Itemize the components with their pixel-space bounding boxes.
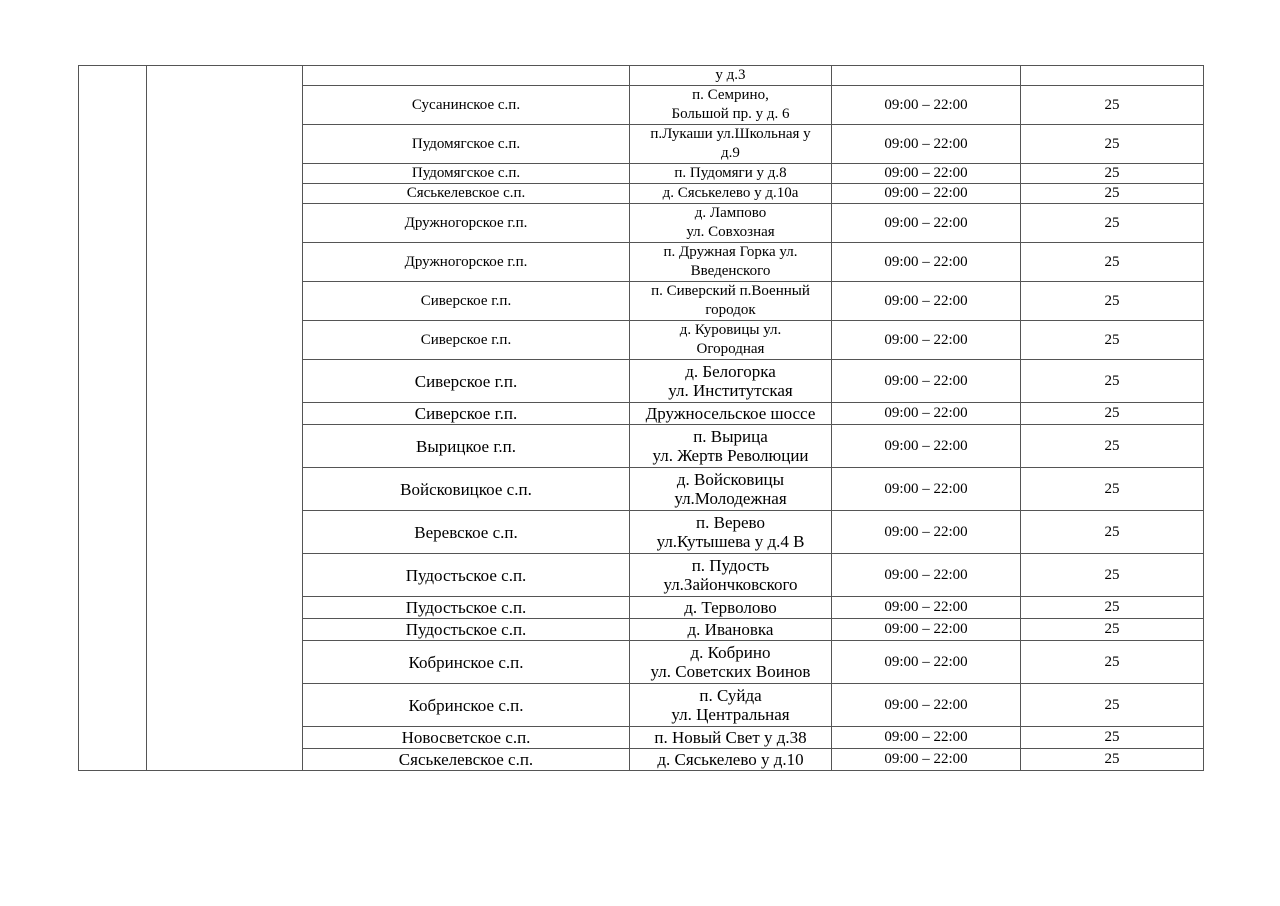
hours-cell: 09:00 – 22:00	[832, 641, 1021, 684]
count-cell: 25	[1021, 86, 1204, 125]
schedule-table	[78, 65, 1204, 771]
table-row	[79, 66, 1204, 86]
address-line: п.Лукаши ул.Школьная у	[650, 126, 811, 142]
address-line: п. Сиверский п.Военный	[651, 283, 810, 299]
settlement-cell: Вырицкое г.п.	[303, 425, 630, 468]
settlement-cell: Сяськелевское с.п.	[303, 184, 630, 204]
address-cell	[630, 511, 832, 554]
address-cell	[630, 164, 832, 184]
address-line: п. Вырица	[693, 427, 768, 446]
hours-cell: 09:00 – 22:00	[832, 425, 1021, 468]
hours-cell: 09:00 – 22:00	[832, 282, 1021, 321]
hours-cell: 09:00 – 22:00	[832, 619, 1021, 641]
settlement-cell: Дружногорское г.п.	[303, 204, 630, 243]
address-line: д. Ивановка	[687, 620, 774, 639]
address-line: ул. Институтская	[668, 381, 793, 400]
address-cell	[630, 321, 832, 360]
hours-cell: 09:00 – 22:00	[832, 554, 1021, 597]
address-cell	[630, 403, 832, 425]
address-line: д. Войсковицы	[676, 470, 785, 489]
address-line: ул. Совхозная	[686, 224, 775, 240]
empty-column-cell-1	[79, 66, 147, 771]
hours-cell: 09:00 – 22:00	[832, 86, 1021, 125]
address-line: ул.Зайончковского	[663, 575, 798, 594]
count-cell: 25	[1021, 554, 1204, 597]
count-cell: 25	[1021, 641, 1204, 684]
address-cell	[630, 360, 832, 403]
settlement-cell: Сиверское г.п.	[303, 321, 630, 360]
address-line: д. Куровицы ул.	[679, 322, 782, 338]
count-cell: 25	[1021, 511, 1204, 554]
hours-cell: 09:00 – 22:00	[832, 727, 1021, 749]
address-line: п. Суйда	[699, 686, 762, 705]
settlement-cell: Новосветское с.п.	[303, 727, 630, 749]
hours-cell: 09:00 – 22:00	[832, 360, 1021, 403]
count-cell: 25	[1021, 749, 1204, 771]
address-line: ул. Жертв Революции	[652, 446, 809, 465]
address-line: у д.3	[715, 67, 746, 83]
settlement-cell	[303, 66, 630, 86]
settlement-cell: Сяськелевское с.п.	[303, 749, 630, 771]
address-cell	[630, 425, 832, 468]
count-cell: 25	[1021, 204, 1204, 243]
hours-cell: 09:00 – 22:00	[832, 204, 1021, 243]
count-cell: 25	[1021, 164, 1204, 184]
address-line: д.9	[721, 145, 740, 161]
settlement-cell: Кобринское с.п.	[303, 684, 630, 727]
address-line: п. Семрино,	[692, 87, 769, 103]
count-cell: 25	[1021, 282, 1204, 321]
address-line: ул. Советских Воинов	[650, 662, 811, 681]
settlement-cell: Пудостьское с.п.	[303, 554, 630, 597]
settlement-cell: Пудостьское с.п.	[303, 619, 630, 641]
address-line: д. Лампово	[694, 205, 767, 221]
count-cell: 25	[1021, 125, 1204, 164]
count-cell: 25	[1021, 727, 1204, 749]
address-cell	[630, 619, 832, 641]
hours-cell: 09:00 – 22:00	[832, 184, 1021, 204]
hours-cell: 09:00 – 22:00	[832, 468, 1021, 511]
address-line: Введенского	[690, 263, 771, 279]
address-cell	[630, 727, 832, 749]
address-line: д. Кобрино	[690, 643, 771, 662]
address-cell	[630, 86, 832, 125]
count-cell: 25	[1021, 468, 1204, 511]
address-line: ул.Кутышева у д.4 В	[656, 532, 805, 551]
hours-cell: 09:00 – 22:00	[832, 749, 1021, 771]
address-cell	[630, 554, 832, 597]
address-line: ул.Молодежная	[674, 489, 787, 508]
hours-cell: 09:00 – 22:00	[832, 684, 1021, 727]
settlement-cell: Пудомягское с.п.	[303, 164, 630, 184]
address-cell	[630, 125, 832, 164]
count-cell: 25	[1021, 184, 1204, 204]
address-line: п. Верево	[696, 513, 765, 532]
count-cell: 25	[1021, 597, 1204, 619]
settlement-cell: Сиверское г.п.	[303, 403, 630, 425]
count-cell	[1021, 66, 1204, 86]
address-cell	[630, 641, 832, 684]
table-body	[79, 66, 1204, 771]
address-cell	[630, 184, 832, 204]
count-cell: 25	[1021, 619, 1204, 641]
address-cell	[630, 204, 832, 243]
settlement-cell: Сиверское г.п.	[303, 282, 630, 321]
settlement-cell: Сусанинское с.п.	[303, 86, 630, 125]
address-line: д. Сяськелево у д.10	[657, 750, 804, 769]
address-line: городок	[705, 302, 756, 318]
settlement-cell: Войсковицкое с.п.	[303, 468, 630, 511]
address-cell	[630, 468, 832, 511]
hours-cell: 09:00 – 22:00	[832, 321, 1021, 360]
settlement-cell: Кобринское с.п.	[303, 641, 630, 684]
address-cell	[630, 282, 832, 321]
hours-cell: 09:00 – 22:00	[832, 511, 1021, 554]
address-line: п. Пудомяги у д.8	[674, 165, 787, 181]
address-line: п. Дружная Горка ул.	[663, 244, 798, 260]
address-line: п. Пудость	[691, 556, 770, 575]
hours-cell: 09:00 – 22:00	[832, 597, 1021, 619]
hours-cell: 09:00 – 22:00	[832, 164, 1021, 184]
address-cell	[630, 597, 832, 619]
settlement-cell: Сиверское г.п.	[303, 360, 630, 403]
settlement-cell: Пудостьское с.п.	[303, 597, 630, 619]
address-cell	[630, 243, 832, 282]
settlement-cell: Веревское с.п.	[303, 511, 630, 554]
address-line: ул. Центральная	[671, 705, 790, 724]
count-cell: 25	[1021, 684, 1204, 727]
count-cell: 25	[1021, 360, 1204, 403]
address-line: Большой пр. у д. 6	[671, 106, 790, 122]
count-cell: 25	[1021, 425, 1204, 468]
address-line: Огородная	[696, 341, 765, 357]
empty-column-cell-2	[147, 66, 303, 771]
address-line: д. Белогорка	[685, 362, 776, 381]
hours-cell: 09:00 – 22:00	[832, 125, 1021, 164]
address-cell	[630, 749, 832, 771]
count-cell: 25	[1021, 403, 1204, 425]
address-cell	[630, 684, 832, 727]
settlement-cell: Пудомягское с.п.	[303, 125, 630, 164]
hours-cell: 09:00 – 22:00	[832, 243, 1021, 282]
count-cell: 25	[1021, 321, 1204, 360]
hours-cell	[832, 66, 1021, 86]
hours-cell: 09:00 – 22:00	[832, 403, 1021, 425]
settlement-cell: Дружногорское г.п.	[303, 243, 630, 282]
address-line: п. Новый Свет у д.38	[654, 728, 807, 747]
address-line: Дружносельское шоссе	[645, 404, 816, 423]
address-line: д. Сяськелево у д.10а	[662, 185, 799, 201]
address-cell	[630, 66, 832, 86]
address-line: д. Терволово	[684, 598, 777, 617]
count-cell: 25	[1021, 243, 1204, 282]
